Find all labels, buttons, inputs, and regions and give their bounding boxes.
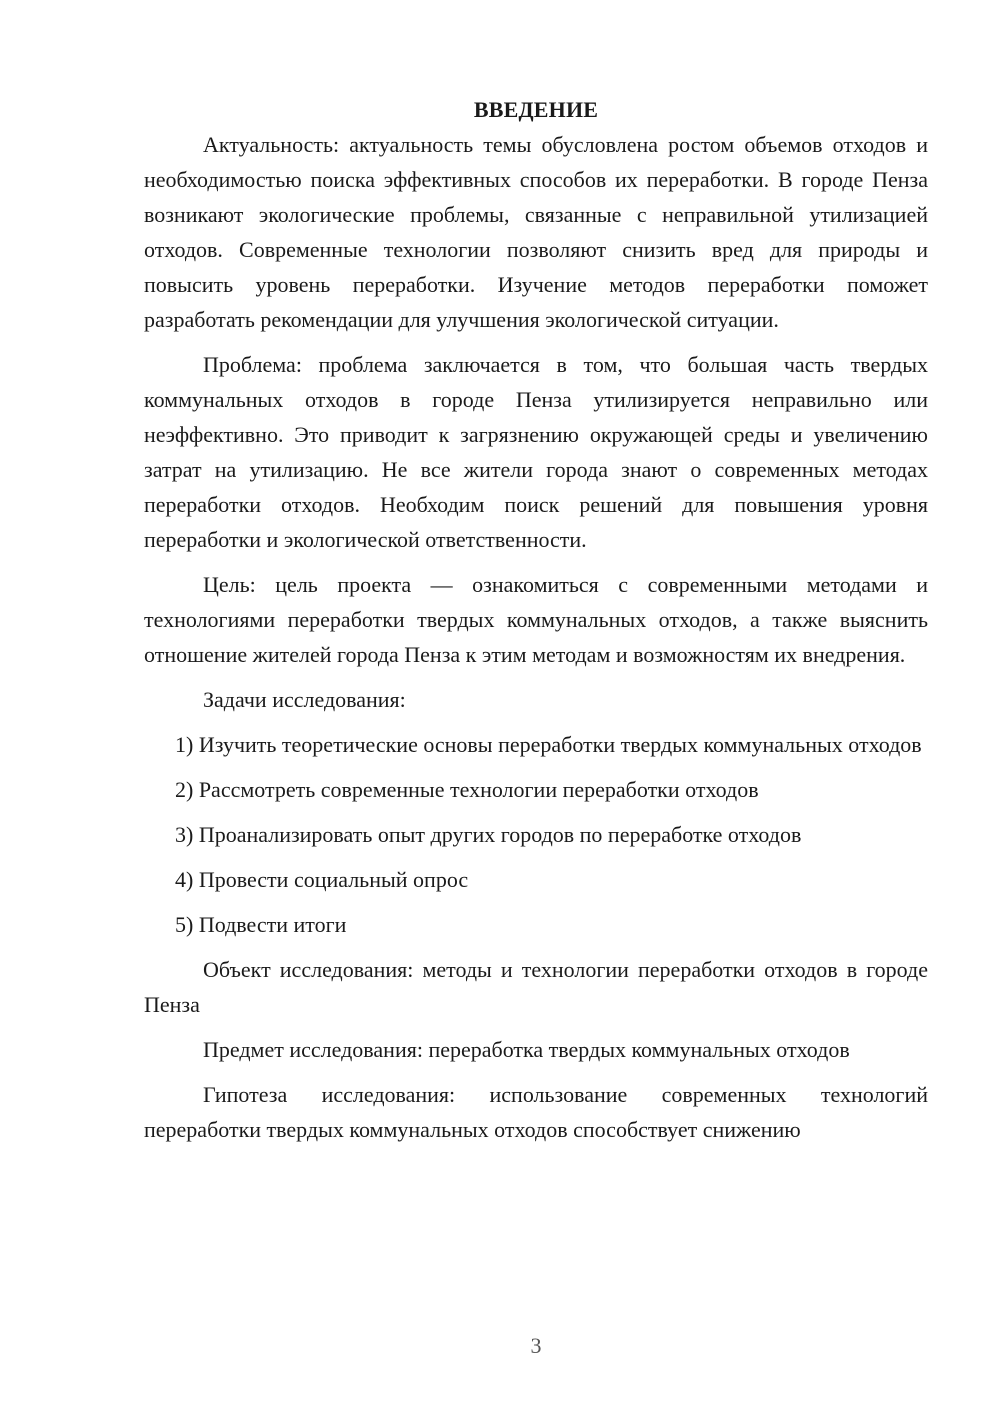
paragraph-spacer [144, 557, 928, 567]
task-item: 1) Изучить теоретические основы переработки твердых коммунальных отходов [175, 732, 922, 757]
object-paragraph: Объект исследования: методы и технологии переработки отходов в городе Пенза [144, 957, 928, 1017]
paragraph-spacer [144, 1067, 928, 1077]
paragraph-spacer [144, 672, 928, 682]
page-number: 3 [530, 1333, 542, 1358]
page-title: ВВЕДЕНИЕ [473, 97, 599, 122]
subject-paragraph: Предмет исследования: переработка твердых коммунальных отходов [203, 1037, 850, 1062]
task-item: 2) Рассмотреть современные технологии переработки отходов [175, 777, 759, 802]
paragraph-spacer [144, 762, 928, 772]
document-page [144, 92, 928, 1147]
tasks-heading: Задачи исследования: [203, 687, 406, 712]
paragraph-spacer [144, 337, 928, 347]
paragraph-spacer [144, 807, 928, 817]
paragraph-spacer [144, 942, 928, 952]
goal-paragraph: Цель: цель проекта — ознакомиться с современными методами и технологиями переработки твердых коммунальных отходов, а также выяснить отношение жителей города Пенза к этим методам и возможностям их внедрения. [144, 572, 928, 667]
paragraph-spacer [144, 1022, 928, 1032]
problem-paragraph: Проблема: проблема заключается в том, что большая часть твердых коммунальных отходов в городе Пенза утилизируется неправильно или неэффективно. Это приводит к загрязнению окружающей среды и увеличению затрат на утилизацию. Не все жители города знают о современных методах переработки отходов. Необходим поиск решений для повышения уровня переработки и экологической ответственности. [144, 352, 928, 552]
paragraph-spacer [144, 717, 928, 727]
task-item: 5) Подвести итоги [175, 912, 347, 937]
hypothesis-paragraph: Гипотеза исследования: использование современных технологий переработки твердых коммунальных отходов способствует снижению [144, 1082, 928, 1142]
task-item: 4) Провести социальный опрос [175, 867, 469, 892]
relevance-paragraph: Актуальность: актуальность темы обусловлена ростом объемов отходов и необходимостью поиска эффективных способов их переработки. В городе Пенза возникают экологические проблемы, связанные с неправильной утилизацией отходов. Современные технологии позволяют снизить вред для природы и повысить уровень переработки. Изучение методов переработки поможет разработать рекомендации для улучшения экологической ситуации. [144, 132, 928, 332]
paragraph-spacer [144, 897, 928, 907]
paragraph-spacer [144, 852, 928, 862]
task-item: 3) Проанализировать опыт других городов по переработке отходов [175, 822, 802, 847]
